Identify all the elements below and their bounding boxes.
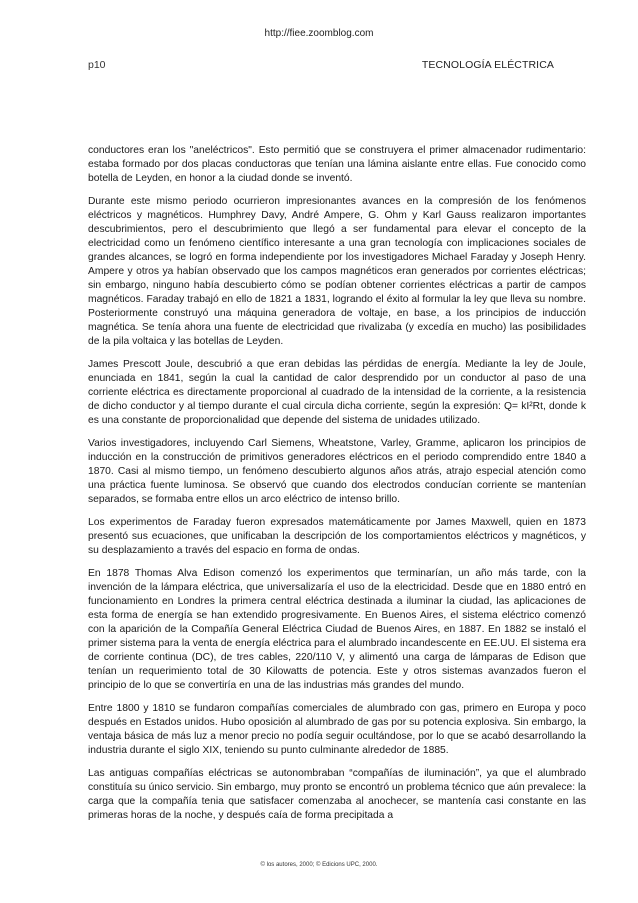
paragraph-1: conductores eran los "aneléctricos". Esto permitió que se construyera el primer almacenador rudimentario: estaba formado por dos placas conductoras que tenían una lámina aislante entre ellas. Fue conocido como botella de Leyden, en honor a la ciudad donde se inventó. bbox=[88, 145, 586, 184]
page-number: p10 bbox=[88, 59, 106, 71]
paragraph-3: James Prescott Joule, descubrió a que eran debidas las pérdidas de energía. Mediante la ley de Joule, enunciada en 1841, según la cual la cantidad de calor desprendido por un conductor al paso de una corriente eléctrica es directamente proporcional al cuadrado de la intensidad de la corriente, a la resistencia de dicho conductor y al tiempo durante el cual circula dicha corriente, según la expresión: Q= kI²Rt, donde k es una constante de proporcionalidad que depende del sistema de unidades utilizado. bbox=[88, 359, 586, 426]
paragraph-5: Los experimentos de Faraday fueron expresados matemáticamente por James Maxwell, quien en 1873 presentó sus ecuaciones, que unificaban la descripción de los comportamientos eléctricos y magnéticos, y su desplazamiento a través del espacio en forma de ondas. bbox=[88, 517, 586, 556]
running-title: TECNOLOGÍA ELÉCTRICA bbox=[421, 59, 554, 71]
paragraph-4: Varios investigadores, incluyendo Carl Siemens, Wheatstone, Varley, Gramme, aplicaron los principios de inducción en la construcción de primitivos generadores eléctricos en el periodo comprendido entre 1840 a 1870. Casi al mismo tiempo, un fenómeno descubierto algunos años atrás, atrajo especial atención como una práctica fuente luminosa. Se observó que cuando dos electrodos conducían corriente se mantenían separados, se formaba entre ellos un arco eléctrico de intenso brillo. bbox=[88, 438, 586, 505]
copyright-footer: © los autores, 2000; © Edicions UPC, 2000. bbox=[260, 862, 378, 868]
paragraph-6: En 1878 Thomas Alva Edison comenzó los experimentos que terminarían, un año más tarde, con la invención de la lámpara eléctrica, que universalizaría el uso de la electricidad. Desde que en 1880 entró en funcionamiento en Londres la primera central eléctrica destinada a iluminar la ciudad, las aplicaciones de esta forma de energía se han extendido progresivamente. En Buenos Aires, el sistema eléctrico comenzó con la aparición de la Compañía General Eléctrica Ciudad de Buenos Aires, en 1887. En 1882 se instaló el primer sistema para la venta de energía eléctrica para el alumbrado incandescente en EE.UU. El sistema era de corriente continua (DC), de tres cables, 220/110 V, y alimentó una carga de lámparas de Edison que tenían un requerimiento total de 30 Kilowatts de potencia. Este y otros sistemas avanzados fueron el principio de lo que se convertiría en una de las industrias más grandes del mundo. bbox=[88, 568, 586, 691]
body-text bbox=[88, 144, 586, 832]
paragraph-2: Durante este mismo periodo ocurrieron impresionantes avances en la compresión de los fenómenos eléctricos y magnéticos. Humphrey Davy, André Ampere, G. Ohm y Karl Gauss realizaron importantes descubrimientos, pero el descubrimiento que llegó a ser fundamental para elevar el concepto de la electricidad como un fenómeno científico interesante a una gran tecnología con implicaciones sociales de grandes alcances, se logró en forma independiente por los investigadores Michael Faraday y Joseph Henry. Ampere y otros ya habían observado que los campos magnéticos eran generados por corrientes eléctricas; sin embargo, ninguno había descubierto cómo se podían obtener corrientes eléctricas a partir de campos magnéticos. Faraday trabajó en ello de 1821 a 1831, logrando el éxito al formular la ley que lleva su nombre. Posteriormente construyó una máquina generadora de voltaje, en base, a los principios de inducción magnética. Se tenía ahora una fuente de electricidad que rivalizaba (y excedía en mucho) las posibilidades de la pila voltaica y las botellas de Leyden. bbox=[88, 196, 586, 347]
source-url: http://fiee.zoomblog.com bbox=[264, 28, 374, 39]
paragraph-8: Las antiguas compañías eléctricas se autonombraban “compañías de iluminación”, ya que el alumbrado constituía su único servicio. Sin embargo, muy pronto se encontró un problema técnico que aún prevalece: la carga que la compañía tenia que satisfacer comenzaba al anochecer, se mantenía casi constante en las primeras horas de la noche, y después caía de forma precipitada a bbox=[88, 768, 586, 821]
paragraph-7: Entre 1800 y 1810 se fundaron compañías comerciales de alumbrado con gas, primero en Europa y poco después en Estados unidos. Hubo oposición al alumbrado de gas por su potencia explosiva. Sin embargo, la ventaja básica de más luz a menor precio no podía seguir ocultándose, por lo que se acabó desarrollando la industria durante el siglo XIX, teniendo su punto culminante alrededor de 1885. bbox=[88, 703, 586, 756]
